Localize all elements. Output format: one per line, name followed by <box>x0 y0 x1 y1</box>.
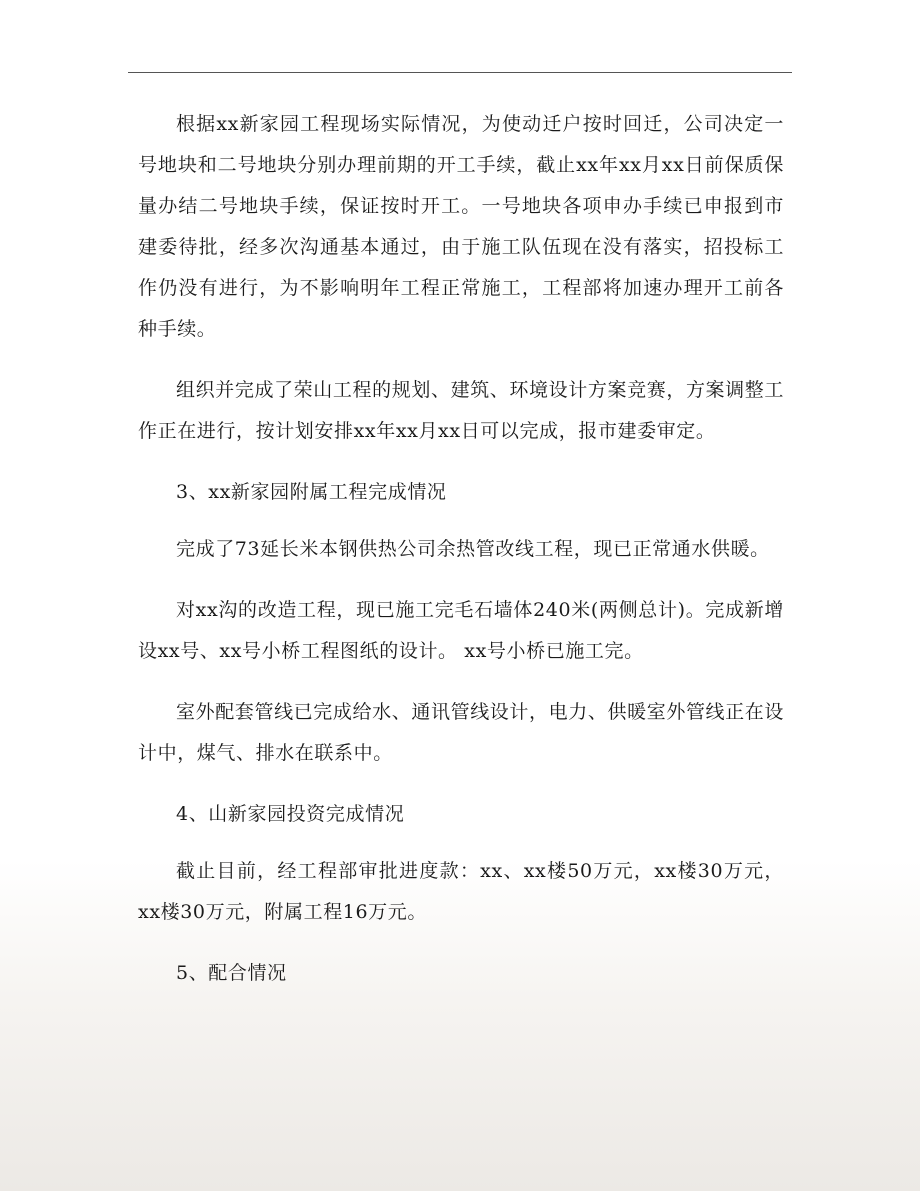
header-divider <box>128 72 792 73</box>
paragraph-progress-payments: 截止目前，经工程部审批进度款：xx、xx楼50万元，xx楼30万元，xx楼30万元，附属工程16万元。 <box>138 860 784 923</box>
section-heading-investment: 4、山新家园投资完成情况 <box>176 803 405 825</box>
paragraph-heating-pipe: 完成了73延长米本钢供热公司余热管改线工程，现已正常通水供暖。 <box>176 538 770 560</box>
paragraph-ditch-renovation: 对xx沟的改造工程，现已施工完毛石墙体240米(两侧总计)。完成新增设xx号、xx号小桥工程图纸的设计。 xx号小桥已施工完。 <box>138 599 784 662</box>
document-body <box>138 104 784 1010</box>
paragraph-site-status: 根据xx新家园工程现场实际情况，为使动迁户按时回迁，公司决定一号地块和二号地块分别办理前期的开工手续，截止xx年xx月xx日前保质保量办结二号地块手续，保证按时开工。一号地块各项申办手续已申报到市建委待批，经多次沟通基本通过，由于施工队伍现在没有落实，招投标工作仍没有进行，为不影响明年工程正常施工，工程部将加速办理开工前各种手续。 <box>138 113 784 340</box>
section-heading-cooperation: 5、配合情况 <box>176 962 287 984</box>
paragraph-design-competition: 组织并完成了荣山工程的规划、建筑、环境设计方案竞赛，方案调整工作正在进行，按计划安排xx年xx月xx日可以完成，报市建委审定。 <box>138 379 784 442</box>
paragraph-outdoor-pipelines: 室外配套管线已完成给水、通讯管线设计，电力、供暖室外管线正在设计中，煤气、排水在联系中。 <box>138 701 784 764</box>
section-heading-ancillary: 3、xx新家园附属工程完成情况 <box>176 481 447 503</box>
